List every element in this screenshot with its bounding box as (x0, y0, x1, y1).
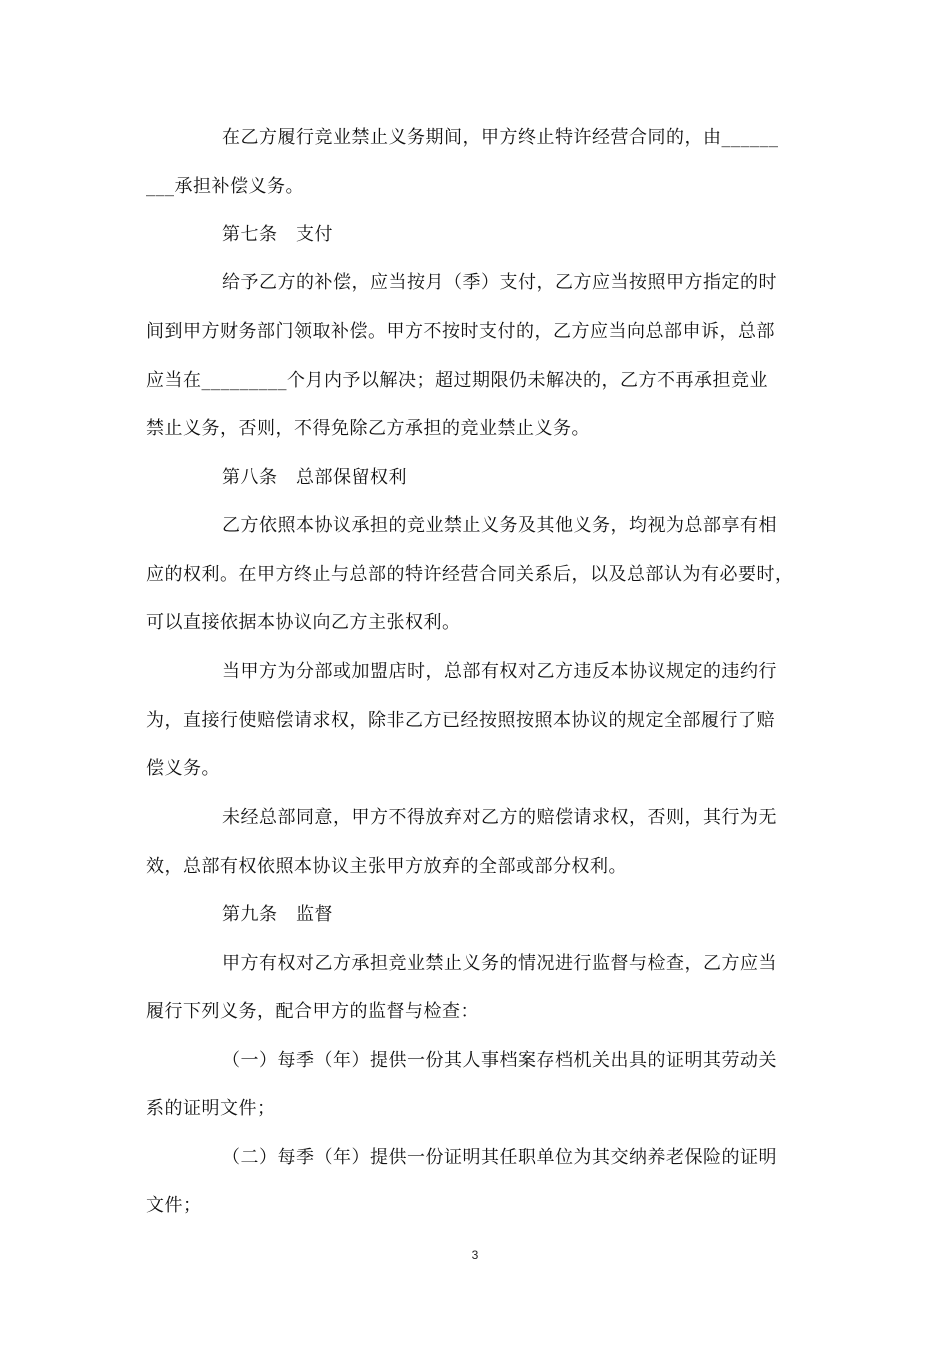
paragraph-line: 乙方依照本协议承担的竞业禁止义务及其他义务，均视为总部享有相 (222, 515, 777, 536)
list-item-line: 系的证明文件； (146, 1098, 276, 1119)
section-heading-article-9: 第九条 监督 (222, 904, 333, 925)
paragraph-line: 应的权利。在甲方终止与总部的特许经营合同关系后，以及总部认为有必要时， (146, 564, 794, 585)
paragraph-line: 当甲方为分部或加盟店时，总部有权对乙方违反本协议规定的违约行 (222, 661, 777, 682)
list-item-line: （一）每季（年）提供一份其人事档案存档机关出具的证明其劳动关 (222, 1050, 777, 1071)
list-item-line: 文件； (146, 1195, 202, 1216)
paragraph-line: 应当在_________个月内予以解决；超过期限仍未解决的，乙方不再承担竞业 (146, 370, 768, 391)
paragraph-line: 在乙方履行竞业禁止义务期间，甲方终止特许经营合同的，由______ (222, 127, 779, 148)
section-heading-article-7: 第七条 支付 (222, 224, 333, 245)
paragraph-line: 履行下列义务，配合甲方的监督与检查： (146, 1001, 479, 1022)
paragraph-line: 给予乙方的补偿，应当按月（季）支付，乙方应当按照甲方指定的时 (222, 272, 777, 293)
section-heading-article-8: 第八条 总部保留权利 (222, 467, 407, 488)
paragraph-line: 偿义务。 (146, 758, 220, 779)
paragraph-line: 甲方有权对乙方承担竞业禁止义务的情况进行监督与检查，乙方应当 (222, 953, 777, 974)
paragraph-line: 为，直接行使赔偿请求权，除非乙方已经按照按照本协议的规定全部履行了赔 (146, 710, 775, 731)
list-item-line: （二）每季（年）提供一份证明其任职单位为其交纳养老保险的证明 (222, 1147, 777, 1168)
paragraph-line: ___承担补偿义务。 (146, 176, 304, 197)
paragraph-line: 禁止义务，否则，不得免除乙方承担的竞业禁止义务。 (146, 418, 590, 439)
paragraph-line: 可以直接依据本协议向乙方主张权利。 (146, 612, 461, 633)
paragraph-line: 间到甲方财务部门领取补偿。甲方不按时支付的，乙方应当向总部申诉，总部 (146, 321, 775, 342)
paragraph-line: 效，总部有权依照本协议主张甲方放弃的全部或部分权利。 (146, 856, 627, 877)
page-number: 3 (471, 1248, 479, 1262)
paragraph-line: 未经总部同意，甲方不得放弃对乙方的赔偿请求权，否则，其行为无 (222, 807, 777, 828)
